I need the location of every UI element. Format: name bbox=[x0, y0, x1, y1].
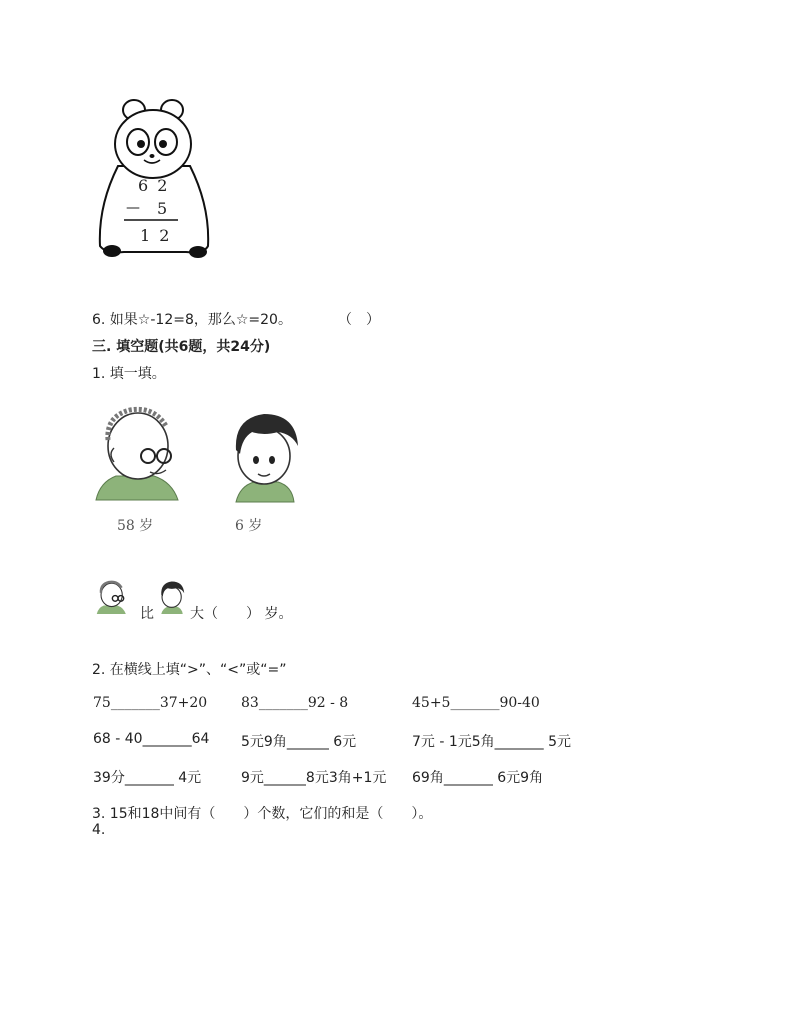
compare-r2c3[interactable]: 7元 - 1元5角_______ 5元 bbox=[412, 734, 572, 750]
compare-r2c2[interactable]: 5元9角______ 6元 bbox=[241, 734, 357, 750]
grandpa-small-icon bbox=[96, 580, 128, 614]
compare-r3c3[interactable]: 69角_______ 6元9角 bbox=[412, 770, 544, 786]
sentence-rest[interactable]: 大（ ） 岁。 bbox=[190, 606, 293, 622]
compare-r1c3[interactable]: 45+5_______90-40 bbox=[412, 695, 540, 711]
compare-r3c1[interactable]: 39分_______ 4元 bbox=[93, 770, 202, 786]
panda-row3: 1 2 bbox=[140, 226, 172, 245]
question-6-text: 6. 如果☆-12=8，那么☆=20。 bbox=[92, 312, 292, 328]
compare-r1c1[interactable]: 75_______37+20 bbox=[93, 695, 208, 711]
question-2-text: 2. 在横线上填“>”、“<”或“=” bbox=[92, 662, 287, 678]
compare-r1c2[interactable]: 83_______92 - 8 bbox=[241, 695, 349, 711]
question-3-text[interactable]: 3. 15和18中间有（ ）个数，它们的和是（ ）。 bbox=[92, 806, 433, 822]
question-6-answer-blank[interactable]: （ ） bbox=[338, 312, 380, 328]
sentence-bi: 比 bbox=[140, 606, 154, 622]
grandpa-illustration bbox=[94, 404, 184, 500]
question-4-text: 4. bbox=[92, 822, 106, 838]
panda-minus: — bbox=[126, 200, 140, 216]
panda-row1: 6 2 bbox=[138, 176, 170, 195]
compare-r3c2[interactable]: 9元______8元3角+1元 bbox=[241, 770, 387, 786]
section-3-heading: 三. 填空题(共6题，共24分) bbox=[92, 339, 271, 355]
question-1-text: 1. 填一填。 bbox=[92, 366, 166, 382]
boy-age: 6 岁 bbox=[235, 518, 263, 534]
boy-small-icon bbox=[158, 580, 186, 614]
compare-r2c1[interactable]: 68 - 40_______64 bbox=[93, 731, 210, 747]
boy-illustration bbox=[228, 410, 302, 502]
grandpa-age: 58 岁 bbox=[117, 518, 154, 534]
panda-row2: 5 bbox=[157, 199, 168, 218]
